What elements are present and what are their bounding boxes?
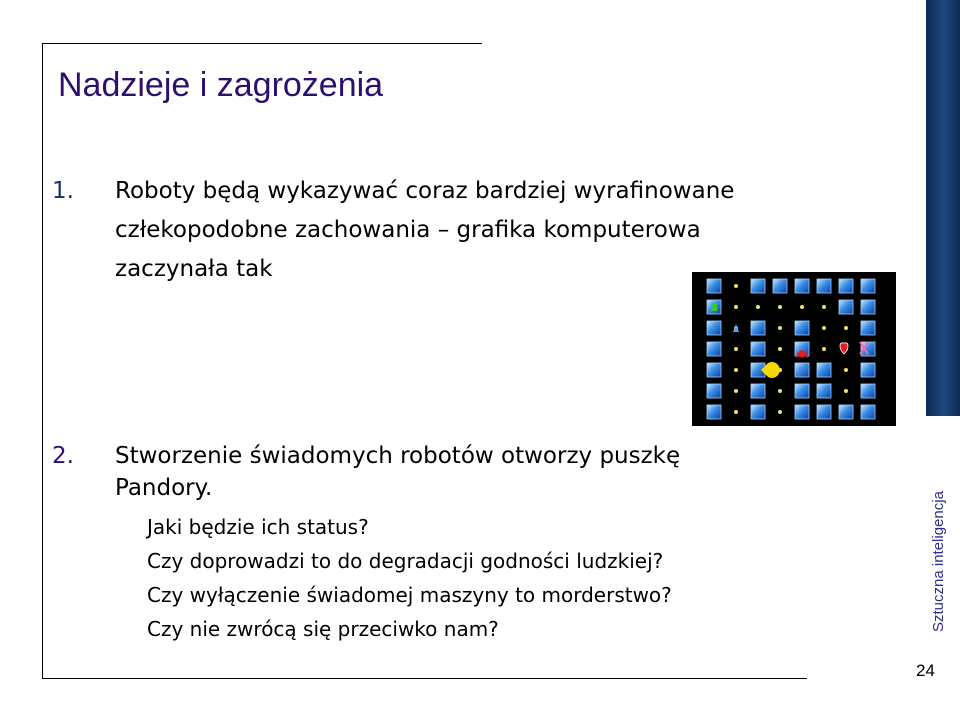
maze-pellet [778, 347, 782, 351]
list-item-2-number: 2. [52, 443, 74, 469]
heart-sprite [840, 343, 848, 354]
maze-wall-block [707, 384, 721, 398]
maze-wall-block [707, 363, 721, 377]
list-item-1-line-2: człekopodobne zachowania – grafika komputerowa [115, 217, 701, 243]
maze-wall-block [861, 384, 875, 398]
sub-list [147, 510, 672, 646]
maze-pellet [844, 368, 848, 372]
pacman-graphic [692, 272, 896, 426]
maze-pellet [844, 389, 848, 393]
maze-wall-block [707, 405, 721, 419]
list-item-1-line-1: Roboty będą wykazywać coraz bardziej wyrafinowane [115, 178, 735, 204]
maze-wall-block [839, 405, 853, 419]
slide-title: Nadzieje i zagrożenia [58, 66, 384, 104]
frame-left-line [42, 43, 43, 679]
list-item-1-line-3: zaczynała tak [115, 256, 273, 282]
frame-top-line [42, 43, 482, 44]
side-label: Sztuczna inteligencja [930, 491, 947, 632]
maze-wall-block [795, 279, 809, 293]
maze-wall-block [861, 300, 875, 314]
maze-pellet [734, 305, 738, 309]
maze-pellet [800, 305, 804, 309]
maze-wall-block [751, 321, 765, 335]
maze-pellet [822, 305, 826, 309]
maze-wall-block [861, 405, 875, 419]
maze-wall-block [707, 279, 721, 293]
list-item-2-line-2: Pandory. [115, 475, 213, 501]
list-item-1-number: 1. [52, 178, 74, 204]
maze-pellet [778, 305, 782, 309]
green-marker [711, 303, 717, 311]
maze-wall-block [751, 342, 765, 356]
maze-wall-block [861, 279, 875, 293]
maze-wall-block [795, 321, 809, 335]
maze-wall-block [839, 300, 853, 314]
maze-pellet [756, 305, 760, 309]
maze-pellet [778, 326, 782, 330]
maze-wall-block [795, 363, 809, 377]
list-item-2-text [115, 440, 835, 504]
frame-bottom-line [42, 678, 807, 679]
maze-pellet [822, 326, 826, 330]
maze-wall-block [773, 279, 787, 293]
maze-pellet [734, 284, 738, 288]
maze-pellet [778, 389, 782, 393]
maze-wall-block [751, 405, 765, 419]
page-number: 24 [916, 661, 935, 680]
maze-pellet [734, 368, 738, 372]
maze-pellet [734, 389, 738, 393]
maze-wall-block [861, 321, 875, 335]
maze-wall-block [751, 279, 765, 293]
maze-wall-block [817, 363, 831, 377]
maze-pellet [844, 326, 848, 330]
side-bar [926, 0, 960, 416]
maze-pellet [822, 347, 826, 351]
maze-wall-block [817, 279, 831, 293]
blue-marker [733, 324, 739, 332]
maze-wall-block [795, 384, 809, 398]
maze-wall-block [751, 384, 765, 398]
maze-wall-block [795, 405, 809, 419]
sub-item-4: Czy nie zwrócą się przeciwko nam? [147, 617, 499, 641]
sub-item-2: Czy doprowadzi to do degradacji godności ludzkiej? [147, 549, 664, 573]
maze-wall-block [817, 384, 831, 398]
sub-item-3: Czy wyłączenie świadomej maszyny to morderstwo? [147, 583, 672, 607]
sub-item-1: Jaki będzie ich status? [147, 515, 369, 539]
maze-wall-block [861, 363, 875, 377]
pacman-image [692, 272, 896, 426]
maze-pellet [778, 410, 782, 414]
maze-pellet [734, 347, 738, 351]
maze-wall-block [817, 405, 831, 419]
list-item-2-line-1: Stworzenie świadomych robotów otworzy puszkę [115, 443, 681, 469]
maze-pellet [734, 410, 738, 414]
maze-wall-block [839, 279, 853, 293]
maze-wall-block [707, 342, 721, 356]
maze-wall-block [707, 321, 721, 335]
